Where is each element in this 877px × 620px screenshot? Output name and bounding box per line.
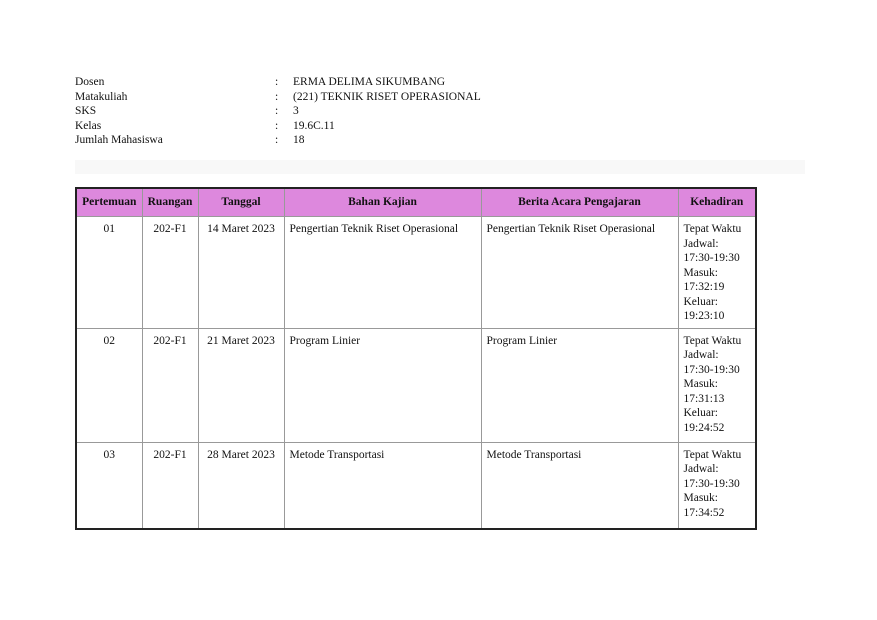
column-header-bahan-kajian: Bahan Kajian xyxy=(284,188,481,217)
cell-berita-acara: Metode Transportasi xyxy=(481,442,678,529)
info-row-sks xyxy=(75,104,481,119)
course-info xyxy=(75,75,481,148)
info-label: Jumlah Mahasiswa xyxy=(75,134,163,146)
kehadiran-keluar-label: Keluar: xyxy=(683,295,718,308)
cell-kehadiran xyxy=(678,442,756,529)
info-value: 19.6C.11 xyxy=(293,119,335,132)
info-row-jumlah-mahasiswa xyxy=(75,133,481,148)
info-label: Matakuliah xyxy=(75,90,128,103)
cell-ruangan: 202-F1 xyxy=(142,328,198,442)
info-label: Dosen xyxy=(75,76,105,88)
kehadiran-masuk-value: 17:31:13 xyxy=(683,392,725,405)
cell-ruangan: 202-F1 xyxy=(142,217,198,329)
cell-tanggal: 28 Maret 2023 xyxy=(198,442,284,529)
kehadiran-masuk-label: Masuk: xyxy=(683,266,718,279)
table-row xyxy=(76,328,756,442)
kehadiran-masuk-label: Masuk: xyxy=(683,492,718,504)
column-header-tanggal: Tanggal xyxy=(198,188,284,217)
cell-pertemuan: 01 xyxy=(76,217,142,329)
info-row-matakuliah xyxy=(75,90,481,105)
info-value: ERMA DELIMA SIKUMBANG xyxy=(293,76,446,88)
cell-berita-acara: Pengertian Teknik Riset Operasional xyxy=(481,217,678,329)
kehadiran-jadwal-value: 17:30-19:30 xyxy=(683,477,740,490)
info-row-dosen xyxy=(75,75,481,90)
table-row xyxy=(76,217,756,329)
cell-tanggal: 14 Maret 2023 xyxy=(198,217,284,329)
info-colon: : xyxy=(275,134,279,146)
table-header-row xyxy=(76,188,756,217)
kehadiran-status: Tepat Waktu xyxy=(683,223,742,235)
info-colon: : xyxy=(275,105,279,117)
cell-pertemuan: 03 xyxy=(76,442,142,529)
cell-ruangan: 202-F1 xyxy=(142,442,198,529)
cell-tanggal: 21 Maret 2023 xyxy=(198,328,284,442)
attendance-table xyxy=(75,187,757,530)
cell-bahan-kajian: Program Linier xyxy=(284,328,481,442)
cell-kehadiran xyxy=(678,328,756,442)
cell-berita-acara: Program Linier xyxy=(481,328,678,442)
column-header-berita-acara: Berita Acara Pengajaran xyxy=(481,188,678,217)
kehadiran-keluar-label: Keluar: xyxy=(683,407,718,419)
kehadiran-jadwal-value: 17:30-19:30 xyxy=(683,252,740,264)
info-row-kelas xyxy=(75,119,481,134)
kehadiran-keluar-value: 19:23:10 xyxy=(683,310,725,322)
kehadiran-jadwal-value: 17:30-19:30 xyxy=(683,363,740,376)
column-header-ruangan: Ruangan xyxy=(142,188,198,217)
table-row xyxy=(76,442,756,529)
info-value: (221) TEKNIK RISET OPERASIONAL xyxy=(293,90,481,103)
kehadiran-status: Tepat Waktu xyxy=(683,448,742,461)
cell-bahan-kajian: Pengertian Teknik Riset Operasional xyxy=(284,217,481,329)
info-colon: : xyxy=(275,76,279,88)
column-header-kehadiran: Kehadiran xyxy=(678,188,756,217)
kehadiran-masuk-value: 17:32:19 xyxy=(683,281,725,293)
cell-kehadiran xyxy=(678,217,756,329)
kehadiran-status: Tepat Waktu xyxy=(683,334,742,347)
kehadiran-jadwal-label: Jadwal: xyxy=(683,237,719,250)
divider-band xyxy=(75,160,805,174)
kehadiran-masuk-value: 17:34:52 xyxy=(683,506,725,519)
kehadiran-keluar-value: 19:24:52 xyxy=(683,421,725,434)
column-header-pertemuan: Pertemuan xyxy=(76,188,142,217)
kehadiran-jadwal-label: Jadwal: xyxy=(683,349,719,361)
cell-pertemuan: 02 xyxy=(76,328,142,442)
kehadiran-jadwal-label: Jadwal: xyxy=(683,463,719,475)
info-value: 3 xyxy=(293,105,299,117)
info-colon: : xyxy=(275,90,279,103)
cell-bahan-kajian: Metode Transportasi xyxy=(284,442,481,529)
kehadiran-masuk-label: Masuk: xyxy=(683,378,718,390)
info-label: SKS xyxy=(75,105,97,117)
info-value: 18 xyxy=(293,134,305,146)
info-colon: : xyxy=(275,119,279,132)
info-label: Kelas xyxy=(75,119,102,132)
